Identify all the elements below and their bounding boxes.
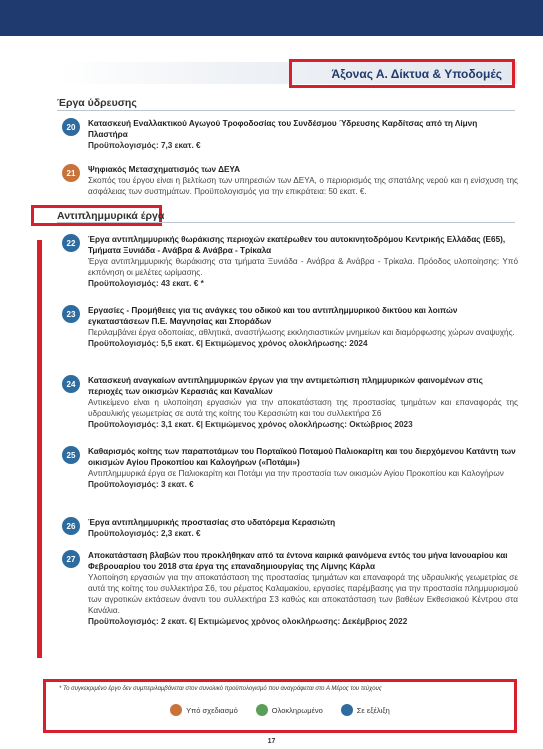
project-budget: Προϋπολογισμός: 2,3 εκατ. €	[88, 529, 201, 538]
project-description: Σκοπός του έργου είναι η βελτίωση των υπηρεσιών των ΔΕΥΑ, ο περιορισμός της σπατάλης νερού και η ενίσχυση της ασφάλειας των συστημάτων. Προϋπολογισμός για την επικράτεια: 50 εκατ. €.	[88, 176, 518, 196]
project-number-badge: 20	[62, 118, 80, 136]
project-budget: Προϋπολογισμός: 3,1 εκατ. €| Εκτιμώμενος χρόνος ολοκλήρωσης: Οκτώβριος 2023	[88, 420, 413, 429]
legend-row	[46, 704, 514, 716]
project-item	[62, 305, 518, 349]
project-budget: Προϋπολογισμός: 2 εκατ. €| Εκτιμώμενος χρόνος ολοκλήρωσης: Δεκέμβριος 2022	[88, 617, 408, 626]
project-number-badge: 27	[62, 550, 80, 568]
legend-item-planned	[170, 704, 238, 716]
project-number-badge: 24	[62, 375, 80, 393]
legend-label-in-progress: Σε εξέλιξη	[356, 705, 390, 715]
project-budget: Προϋπολογισμός: 3 εκατ. €	[88, 480, 194, 489]
section-divider	[57, 222, 515, 223]
project-title: Έργα αντιπλημμυρικής προστασίας στο υδατόρεμα Κερασιώτη	[88, 518, 336, 527]
project-number-badge: 22	[62, 234, 80, 252]
project-number-badge: 21	[62, 164, 80, 182]
project-budget: Προϋπολογισμός: 5,5 εκατ. €| Εκτιμώμενος χρόνος ολοκλήρωσης: 2024	[88, 339, 368, 348]
project-title: Εργασίες - Προμήθειες για τις ανάγκες του οδικού και του αντιπλημμυρικού δικτύου και λοιπών εγκαταστάσεων Π.Ε. Μαγνησίας και Σποράδων	[88, 306, 458, 326]
section-divider	[57, 110, 515, 111]
axis-title-box	[289, 59, 515, 88]
legend-box	[43, 679, 517, 733]
section-title-flood: Αντιπλημμυρικά έργα	[57, 210, 165, 222]
project-item	[62, 550, 518, 627]
project-description: Περιλαμβάνει έργα οδοποιίας, αθλητικά, αναστήλωσης εκκλησιαστικών μνημείων και διαμόρφωσης χώρων αναψυχής.	[88, 328, 515, 337]
project-number-badge: 26	[62, 517, 80, 535]
project-item	[62, 164, 518, 197]
project-item	[62, 118, 518, 151]
page-number: 17	[267, 738, 276, 745]
section-title-water: Έργα ύδρευσης	[57, 97, 137, 109]
top-color-band	[0, 0, 543, 36]
green-dot-icon	[256, 704, 268, 716]
project-description: Έργα αντιπλημμυρικής θωράκισης στα τμήματα Ξυνιάδα - Ανάβρα & Ανάβρα - Τρίκαλα. Πρόοδος υλοποίησης: Υπό εκπόνηση οι μελέτες ωρίμασης.	[88, 257, 518, 277]
project-item	[62, 517, 518, 539]
project-title: Αποκατάσταση βλαβών που προκλήθηκαν από τα έντονα καιρικά φαινόμενα εντός του μήνα Ιανουαρίου και Φεβρουαρίου του 2018 στα έργα της επαναδημιουργίας της Λίμνης Κάρλα	[88, 551, 508, 571]
project-description: Υλοποίηση εργασιών για την αποκατάσταση της προστασίας τμημάτων και επαναφορά της υδραυλικής γεωμετρίας σε αυτά της κοίτης του συλλεκτήρα Σ6, του ρέματος Καλαμακίου, εργασίες παρέμβασης για την προστασία πλημμυρισμού των αγροτικών εκτάσεων άναντι του συλλεκτήρα Σ3 καθώς και αποκατάσταση των βαθέων Εκθεσιακού Κέντρου στα Κανάλια.	[88, 573, 518, 615]
project-title: Καθαρισμός κοίτης των παραποτάμων του Πορταϊκού Ποταμού Παλιοκαρίτη και του διερχόμενου Κατάντη των οικισμών Αγίου Προκοπίου και Καλογήρων («Ποτάμι»)	[88, 447, 516, 467]
legend-label-planned: Υπό σχεδιασμό	[186, 705, 238, 715]
project-title: Κατασκευή Εναλλακτικού Αγωγού Τροφοδοσίας του Συνδέσμου Ύδρευσης Καρδίτσας από τη Λίμνη Πλαστήρα	[88, 119, 478, 139]
side-highlight-bar	[37, 240, 42, 658]
project-budget: Προϋπολογισμός: 7,3 εκατ. €	[88, 141, 201, 150]
project-title: Έργα αντιπλημμυρικής θωράκισης περιοχών εκατέρωθεν του αυτοκινητοδρόμου Κεντρικής Ελλάδας (Ε65), Τμήματα Ξυνιάδα - Ανάβρα & Ανάβρα - Τρίκαλα	[88, 235, 506, 255]
project-item	[62, 234, 518, 289]
project-title: Κατασκευή αναγκαίων αντιπλημμυρικών έργων για την αντιμετώπιση πλημμυρικών φαινομένων στις περιοχές των οικισμών Κερασιάς και Καναλίων	[88, 376, 483, 396]
legend-item-in-progress	[341, 704, 390, 716]
legend-footnote: * Το συγκεκριμένο έργο δεν συμπεριλαμβάνεται στον συνολικό προϋπολογισμό που αναγράφεται στο Α Μέρος του τεύχους	[59, 686, 382, 692]
legend-item-completed	[256, 704, 323, 716]
project-number-badge: 25	[62, 446, 80, 464]
blue-dot-icon	[341, 704, 353, 716]
orange-dot-icon	[170, 704, 182, 716]
project-number-badge: 23	[62, 305, 80, 323]
project-item	[62, 375, 518, 430]
project-title: Ψηφιακός Μετασχηματισμός των ΔΕΥΑ	[88, 165, 241, 174]
axis-title: Άξονας Α. Δίκτυα & Υποδομές	[331, 66, 502, 81]
project-budget: Προϋπολογισμός: 43 εκατ. € *	[88, 279, 204, 288]
project-description: Αντιπλημμυρικά έργα σε Παλιοκαρίτη και Ποτάμι για την προστασία των οικισμών Αγίου Προκοπίου και Καλογήρων	[88, 469, 504, 478]
project-item	[62, 446, 518, 490]
legend-label-completed: Ολοκληρωμένο	[271, 705, 323, 715]
project-description: Αντικείμενο είναι η υλοποίηση εργασιών για την αποκατάσταση της προστασίας τμημάτων και επαναφοράς της υδραυλικής γεωμετρίας σε αυτά της κοίτης του Κερασιώτη και του συλλεκτήρα Σ6	[88, 398, 518, 418]
